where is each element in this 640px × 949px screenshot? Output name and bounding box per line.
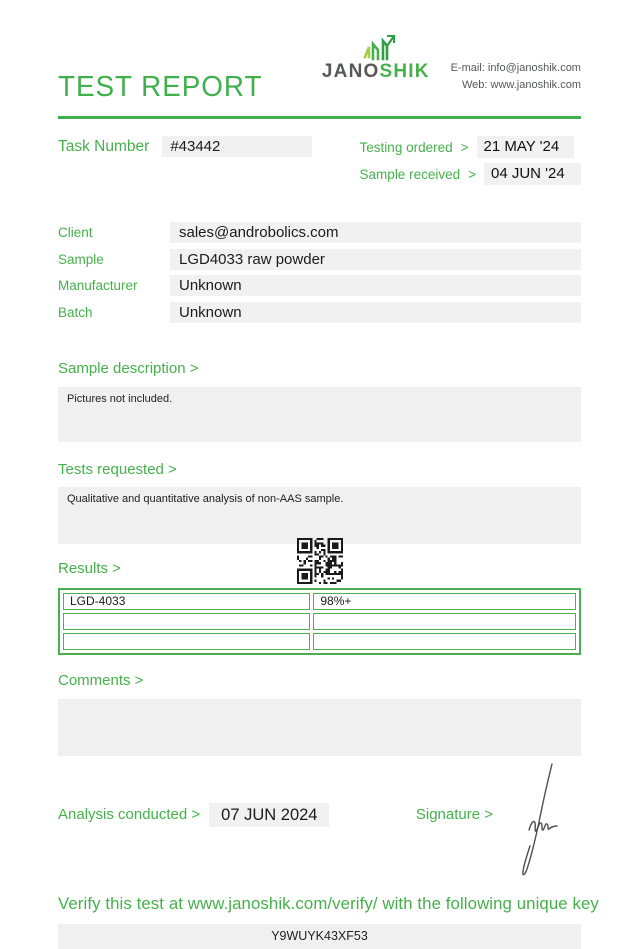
table-row xyxy=(63,613,576,630)
task-and-dates xyxy=(58,136,581,185)
task-number-label: Task Number xyxy=(58,138,150,155)
verify-text: Verify this test at www.janoshik.com/verify/ with the following unique key xyxy=(58,893,599,913)
tests-requested-heading: Tests requested > xyxy=(58,460,177,478)
contact-email-line xyxy=(451,60,581,77)
page-title: TEST REPORT xyxy=(58,71,263,103)
dates-block xyxy=(360,136,581,185)
table-row xyxy=(63,593,576,610)
email-label: E-mail: xyxy=(450,62,485,74)
signature-scribble xyxy=(511,762,561,885)
sample-info-block xyxy=(58,222,581,323)
arrow-glyph: > xyxy=(460,139,469,155)
manufacturer-row xyxy=(58,275,581,296)
web-label: Web: xyxy=(461,78,488,91)
sample-description-heading: Sample description > xyxy=(58,359,199,377)
results-heading: Results > xyxy=(58,559,121,577)
testing-ordered-label: Testing ordered xyxy=(359,139,453,155)
analysis-conducted-label: Analysis conducted > xyxy=(58,806,201,823)
testing-ordered-row xyxy=(360,136,581,158)
results-section xyxy=(58,560,581,655)
report-header xyxy=(58,38,581,102)
qr-code xyxy=(297,538,343,584)
brand-wordmark-secondary: SHIK xyxy=(379,61,430,82)
table-row xyxy=(63,633,576,650)
growth-chart-icon xyxy=(356,34,396,61)
sample-description-box: Pictures not included. xyxy=(58,387,581,442)
sample-row xyxy=(58,249,581,270)
janoshik-logo xyxy=(322,34,430,102)
sample-received-row xyxy=(360,163,581,185)
contact-block xyxy=(451,60,581,93)
client-row xyxy=(58,222,581,243)
sample-value: LGD4033 raw powder xyxy=(170,249,581,270)
verify-key: Y9WUYK43XF53 xyxy=(58,924,581,949)
arrow-glyph: > xyxy=(468,166,476,182)
batch-label: Batch xyxy=(58,304,93,320)
results-table xyxy=(58,588,581,655)
comments-box xyxy=(58,699,581,756)
manufacturer-value: Unknown xyxy=(170,275,581,296)
signature-label: Signature > xyxy=(415,806,493,823)
sample-received-value: 04 JUN '24 xyxy=(484,163,581,185)
sample-received-label: Sample received xyxy=(359,166,461,182)
task-number-row xyxy=(58,136,312,185)
client-label: Client xyxy=(58,225,93,240)
manufacturer-label: Manufacturer xyxy=(58,278,138,293)
batch-value: Unknown xyxy=(170,302,581,323)
result-purity-cell xyxy=(313,613,576,630)
analysis-signature-row xyxy=(58,802,581,828)
sample-label: Sample xyxy=(58,251,104,267)
task-number-value: #43442 xyxy=(162,136,312,157)
batch-row xyxy=(58,302,581,323)
result-purity-cell xyxy=(313,633,576,650)
result-substance-cell xyxy=(63,633,310,650)
tests-requested-box: Qualitative and quantitative analysis of non-AAS sample. xyxy=(58,487,581,544)
comments-heading: Comments > xyxy=(58,671,144,689)
result-substance-cell: LGD-4033 xyxy=(63,593,310,610)
result-purity-cell: 98%+ xyxy=(313,593,576,610)
result-substance-cell xyxy=(63,613,310,630)
brand-wordmark-primary: JANO xyxy=(321,61,380,82)
brand-wordmark xyxy=(322,61,430,83)
header-divider xyxy=(58,116,581,119)
email-value: info@janoshik.com xyxy=(487,62,581,74)
testing-ordered-value: 21 MAY '24 xyxy=(477,136,574,158)
client-value: sales@androbolics.com xyxy=(170,222,581,243)
contact-web-line xyxy=(451,77,581,94)
web-value: www.janoshik.com xyxy=(490,78,581,91)
analysis-date-value: 07 JUN 2024 xyxy=(209,803,329,827)
